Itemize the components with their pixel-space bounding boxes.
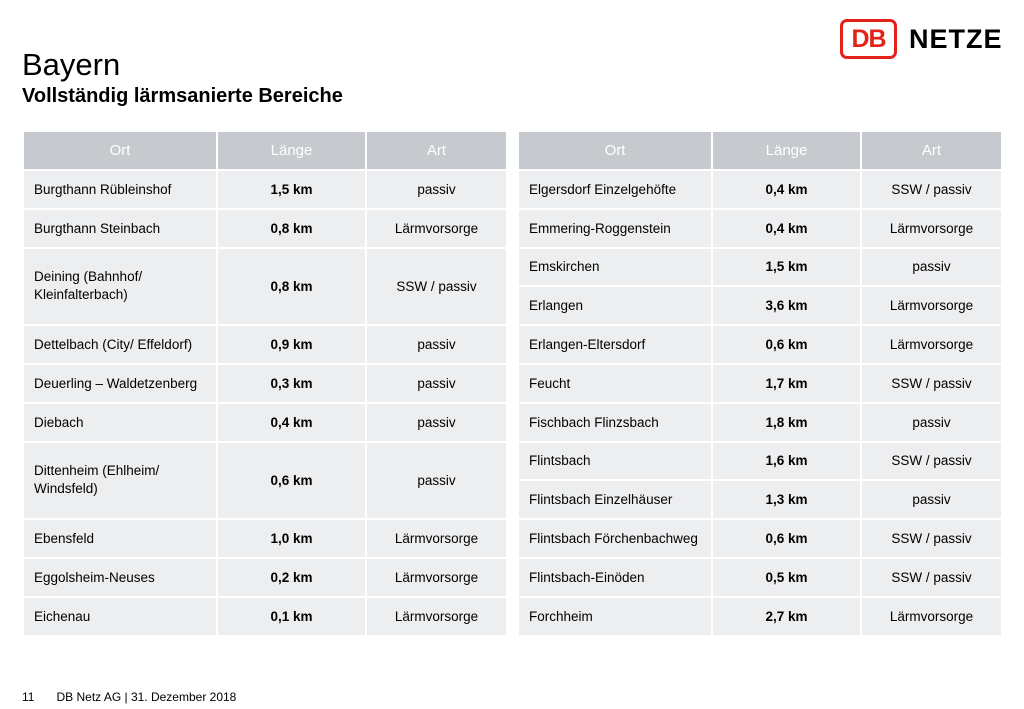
cell-laenge: 0,4 km — [713, 171, 860, 208]
cell-ort: Eichenau — [24, 598, 216, 635]
table-row — [24, 171, 506, 208]
page-number: 11 — [22, 690, 35, 704]
cell-art: Lärmvorsorge — [862, 326, 1001, 363]
cell-art: passiv — [367, 326, 506, 363]
cell-ort: Feucht — [519, 365, 711, 402]
cell-laenge: 0,9 km — [218, 326, 365, 363]
cell-art: SSW / passiv — [862, 520, 1001, 557]
cell-ort: Burgthann Steinbach — [24, 210, 216, 247]
db-netze-logo — [840, 19, 1003, 59]
header-ort: Ort — [519, 132, 711, 169]
footer — [22, 690, 236, 704]
table-row — [519, 404, 1001, 441]
cell-laenge: 1,8 km — [713, 404, 860, 441]
header-art: Art — [862, 132, 1001, 169]
cell-laenge: 1,6 km — [713, 443, 860, 480]
header-art: Art — [367, 132, 506, 169]
cell-laenge: 1,7 km — [713, 365, 860, 402]
table-row — [519, 443, 1001, 480]
table-row — [24, 249, 506, 325]
cell-art: passiv — [862, 404, 1001, 441]
cell-laenge: 0,4 km — [713, 210, 860, 247]
table-header-row — [519, 132, 1001, 169]
cell-laenge: 0,6 km — [713, 326, 860, 363]
cell-ort: Ebensfeld — [24, 520, 216, 557]
cell-laenge: 0,5 km — [713, 559, 860, 596]
table-row — [24, 559, 506, 596]
table-row — [24, 210, 506, 247]
cell-ort: Emskirchen — [519, 249, 711, 286]
cell-ort: Eggolsheim-Neuses — [24, 559, 216, 596]
cell-laenge: 2,7 km — [713, 598, 860, 635]
cell-ort: Flintsbach Förchenbachweg — [519, 520, 711, 557]
table-row — [519, 481, 1001, 518]
cell-ort: Flintsbach-Einöden — [519, 559, 711, 596]
table-right — [517, 130, 1003, 637]
header-laenge: Länge — [713, 132, 860, 169]
cell-laenge: 1,5 km — [218, 171, 365, 208]
cell-ort: Burgthann Rübleinshof — [24, 171, 216, 208]
cell-ort: Emmering-Roggenstein — [519, 210, 711, 247]
table-row — [24, 520, 506, 557]
cell-art: Lärmvorsorge — [367, 559, 506, 596]
cell-art: Lärmvorsorge — [862, 287, 1001, 324]
table-row — [519, 249, 1001, 286]
cell-art: SSW / passiv — [862, 365, 1001, 402]
cell-laenge: 0,6 km — [713, 520, 860, 557]
cell-laenge: 1,3 km — [713, 481, 860, 518]
table-row — [24, 326, 506, 363]
table-row — [24, 598, 506, 635]
cell-ort: Dettelbach (City/ Effeldorf) — [24, 326, 216, 363]
table-row — [519, 326, 1001, 363]
table-row — [24, 365, 506, 402]
cell-laenge: 0,8 km — [218, 249, 365, 325]
cell-ort: Forchheim — [519, 598, 711, 635]
table-header-row — [24, 132, 506, 169]
cell-art: Lärmvorsorge — [862, 598, 1001, 635]
cell-laenge: 1,0 km — [218, 520, 365, 557]
table-left — [22, 130, 508, 637]
cell-art: SSW / passiv — [862, 171, 1001, 208]
cell-laenge: 0,3 km — [218, 365, 365, 402]
table-row — [519, 559, 1001, 596]
cell-ort: Flintsbach — [519, 443, 711, 480]
table-row — [519, 520, 1001, 557]
cell-art: passiv — [862, 481, 1001, 518]
db-logo-icon — [840, 19, 897, 59]
cell-laenge: 0,2 km — [218, 559, 365, 596]
table-row — [519, 598, 1001, 635]
cell-ort: Erlangen — [519, 287, 711, 324]
page-subtitle: Vollständig lärmsanierte Bereiche — [22, 85, 343, 107]
cell-ort: Deuerling – Waldetzenberg — [24, 365, 216, 402]
cell-art: passiv — [367, 443, 506, 519]
cell-art: Lärmvorsorge — [367, 598, 506, 635]
table-row — [519, 287, 1001, 324]
cell-art: passiv — [367, 171, 506, 208]
cell-ort: Fischbach Flinzsbach — [519, 404, 711, 441]
table-row — [24, 443, 506, 519]
cell-ort: Flintsbach Einzelhäuser — [519, 481, 711, 518]
netze-logo-text: NETZE — [909, 23, 1003, 54]
cell-art: SSW / passiv — [862, 559, 1001, 596]
footer-text: DB Netz AG | 31. Dezember 2018 — [56, 690, 237, 704]
cell-ort: Deining (Bahnhof/ Kleinfalterbach) — [24, 249, 216, 325]
header-laenge: Länge — [218, 132, 365, 169]
cell-laenge: 1,5 km — [713, 249, 860, 286]
cell-ort: Dittenheim (Ehlheim/ Windsfeld) — [24, 443, 216, 519]
cell-art: SSW / passiv — [862, 443, 1001, 480]
cell-art: Lärmvorsorge — [367, 520, 506, 557]
cell-ort: Diebach — [24, 404, 216, 441]
cell-ort: Elgersdorf Einzelgehöfte — [519, 171, 711, 208]
cell-art: passiv — [367, 365, 506, 402]
cell-art: Lärmvorsorge — [862, 210, 1001, 247]
table-row — [519, 171, 1001, 208]
cell-art: Lärmvorsorge — [367, 210, 506, 247]
cell-art: SSW / passiv — [367, 249, 506, 325]
cell-art: passiv — [367, 404, 506, 441]
cell-laenge: 3,6 km — [713, 287, 860, 324]
db-logo-text: DB — [851, 24, 886, 53]
header-ort: Ort — [24, 132, 216, 169]
table-row — [519, 210, 1001, 247]
table-row — [519, 365, 1001, 402]
cell-laenge: 0,1 km — [218, 598, 365, 635]
cell-ort: Erlangen-Eltersdorf — [519, 326, 711, 363]
cell-art: passiv — [862, 249, 1001, 286]
cell-laenge: 0,8 km — [218, 210, 365, 247]
cell-laenge: 0,4 km — [218, 404, 365, 441]
cell-laenge: 0,6 km — [218, 443, 365, 519]
table-row — [24, 404, 506, 441]
page-title: Bayern — [22, 47, 121, 82]
